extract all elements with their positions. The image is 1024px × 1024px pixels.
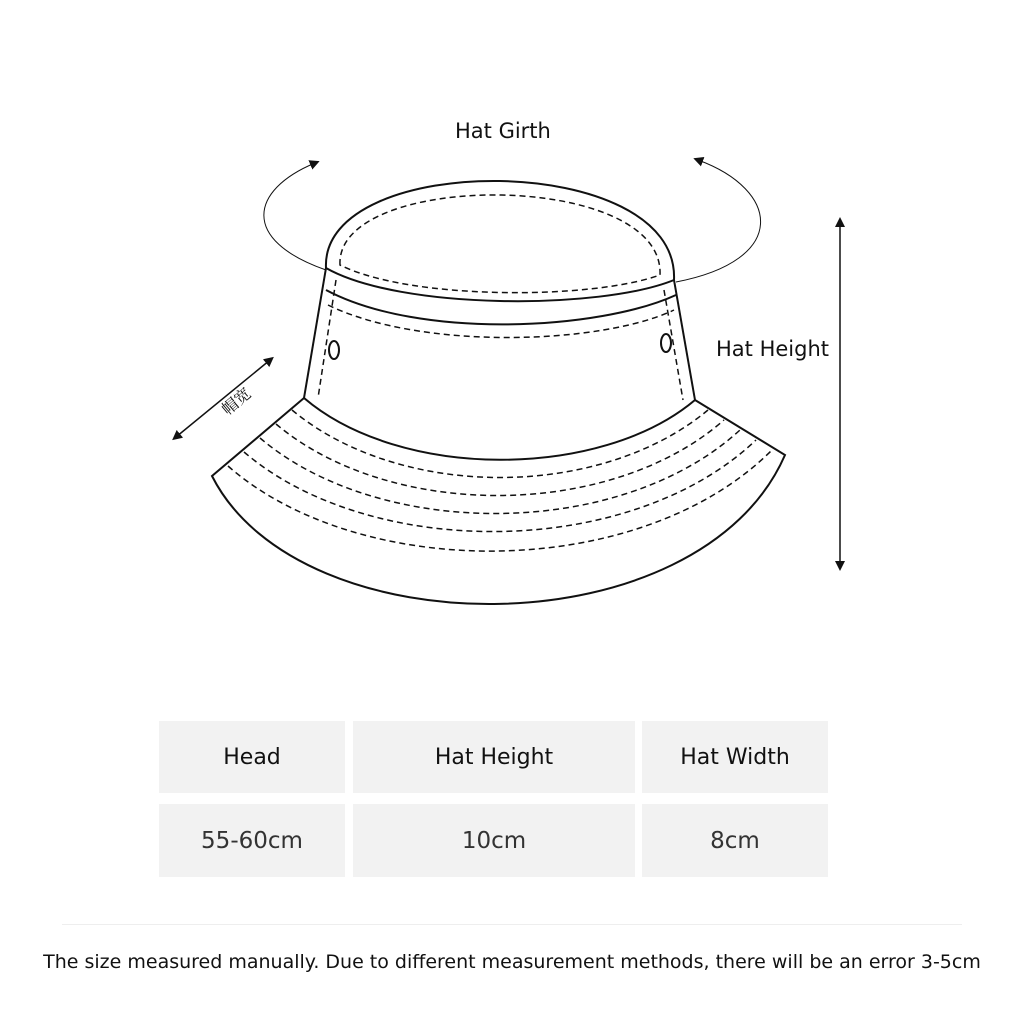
brim [212,398,785,604]
value-hat-width: 8cm [642,804,828,877]
header-head: Head [159,721,345,793]
header-hat-width: Hat Width [642,721,828,793]
girth-arrow-right [676,160,761,282]
girth-arrow-left [264,163,326,270]
value-head: 55-60cm [159,804,345,877]
hat-width-label: 帽宽 [217,383,255,419]
crown-top [326,181,674,301]
hat-height-label: Hat Height [716,337,829,361]
value-hat-height: 10cm [353,804,635,877]
hat-girth-label: Hat Girth [455,119,551,143]
header-hat-height: Hat Height [353,721,635,793]
measurement-note: The size measured manually. Due to different measurement methods, there will be an error 3-5cm [43,951,981,973]
eyelet-left [329,341,339,359]
divider [62,924,962,925]
eyelet-right [661,334,671,352]
